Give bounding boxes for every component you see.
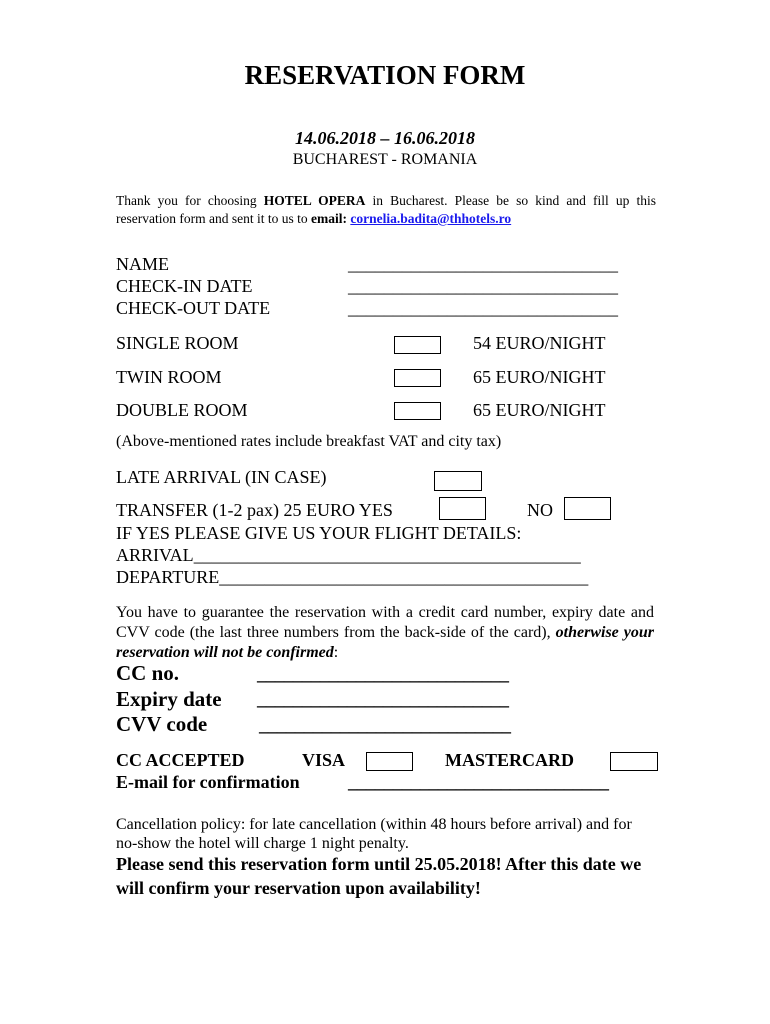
- transfer-yes-checkbox[interactable]: [439, 497, 486, 520]
- mastercard-label: MASTERCARD: [445, 750, 575, 770]
- twin-room-label: TWIN ROOM: [116, 367, 222, 387]
- departure-label: DEPARTURE: [116, 567, 220, 587]
- twin-room-price: 65 EURO/NIGHT: [473, 367, 606, 387]
- guarantee-paragraph: [116, 603, 654, 663]
- cc-accepted-label: CC ACCEPTED: [116, 750, 245, 770]
- final-notice: Please send this reservation form until 25.05.2018! After this date we will confirm your reservation upon availability!: [116, 854, 642, 898]
- name-label: NAME: [116, 254, 169, 274]
- cvv-code-field[interactable]: ____________________________: [259, 715, 511, 735]
- transfer-no-checkbox[interactable]: [564, 497, 611, 520]
- cancellation-policy: Cancellation policy: for late cancellation (within 48 hours before arrival) and for no-show the hotel will charge 1 night penalty.: [116, 816, 632, 852]
- rates-note: (Above-mentioned rates include breakfast VAT and city tax): [116, 433, 502, 450]
- email-confirmation-field[interactable]: _____________________________: [348, 772, 609, 792]
- single-room-checkbox[interactable]: [394, 336, 441, 354]
- double-room-price: 65 EURO/NIGHT: [473, 400, 606, 420]
- email-link[interactable]: cornelia.badita@thhotels.ro: [350, 211, 512, 226]
- checkin-label: CHECK-IN DATE: [116, 276, 253, 296]
- checkout-label: CHECK-OUT DATE: [116, 298, 271, 318]
- transfer-no-label: NO: [527, 500, 553, 520]
- flight-details-prompt: IF YES PLEASE GIVE US YOUR FLIGHT DETAILS:: [116, 523, 522, 543]
- mastercard-checkbox[interactable]: [610, 752, 658, 771]
- expiry-date-field[interactable]: ____________________________: [257, 689, 509, 709]
- event-dates: 14.06.2018 – 16.06.2018: [295, 128, 475, 148]
- arrival-field[interactable]: ___________________________________________: [193, 545, 581, 565]
- guarantee-end: :: [333, 644, 339, 661]
- visa-label: VISA: [302, 750, 346, 770]
- cc-number-field[interactable]: ____________________________: [257, 664, 509, 684]
- arrival-label: ARRIVAL: [116, 545, 194, 565]
- single-room-label: SINGLE ROOM: [116, 333, 239, 353]
- intro-paragraph: [116, 192, 656, 228]
- late-arrival-field[interactable]: [434, 471, 482, 491]
- cvv-code-label: CVV code: [116, 712, 208, 736]
- transfer-label: TRANSFER (1-2 pax) 25 EURO YES: [116, 500, 393, 520]
- checkin-field[interactable]: ______________________________: [348, 276, 618, 296]
- intro-text-1: Thank you for choosing: [116, 193, 264, 208]
- departure-field[interactable]: _________________________________________: [219, 567, 589, 587]
- guarantee-text: You have to guarantee the reservation with a credit card number, expiry date and CVV code (the last three numbers from the back-side of the card),: [116, 604, 654, 641]
- event-location: BUCHAREST - ROMANIA: [292, 151, 478, 168]
- expiry-date-label: Expiry date: [116, 687, 222, 711]
- twin-room-checkbox[interactable]: [394, 369, 441, 387]
- email-confirmation-label: E-mail for confirmation: [116, 772, 300, 792]
- double-room-label: DOUBLE ROOM: [116, 400, 248, 420]
- double-room-checkbox[interactable]: [394, 402, 441, 420]
- single-room-price: 54 EURO/NIGHT: [473, 333, 606, 353]
- hotel-name: HOTEL OPERA: [263, 193, 366, 208]
- departure-row: [116, 567, 588, 588]
- name-field[interactable]: ______________________________: [348, 254, 618, 274]
- arrival-row: [116, 545, 581, 566]
- cc-number-label: CC no.: [116, 661, 180, 685]
- form-title: RESERVATION FORM: [244, 60, 526, 90]
- guarantee-emphasis: otherwise your reservation will not be confirmed: [116, 624, 655, 661]
- checkout-field[interactable]: ______________________________: [348, 298, 618, 318]
- email-label: email:: [310, 211, 347, 226]
- visa-checkbox[interactable]: [366, 752, 413, 771]
- late-arrival-label: LATE ARRIVAL (IN CASE): [116, 467, 327, 487]
- intro-text-2: in Bucharest. Please be so kind and fill up this reservation form and sent it to us to: [116, 193, 656, 226]
